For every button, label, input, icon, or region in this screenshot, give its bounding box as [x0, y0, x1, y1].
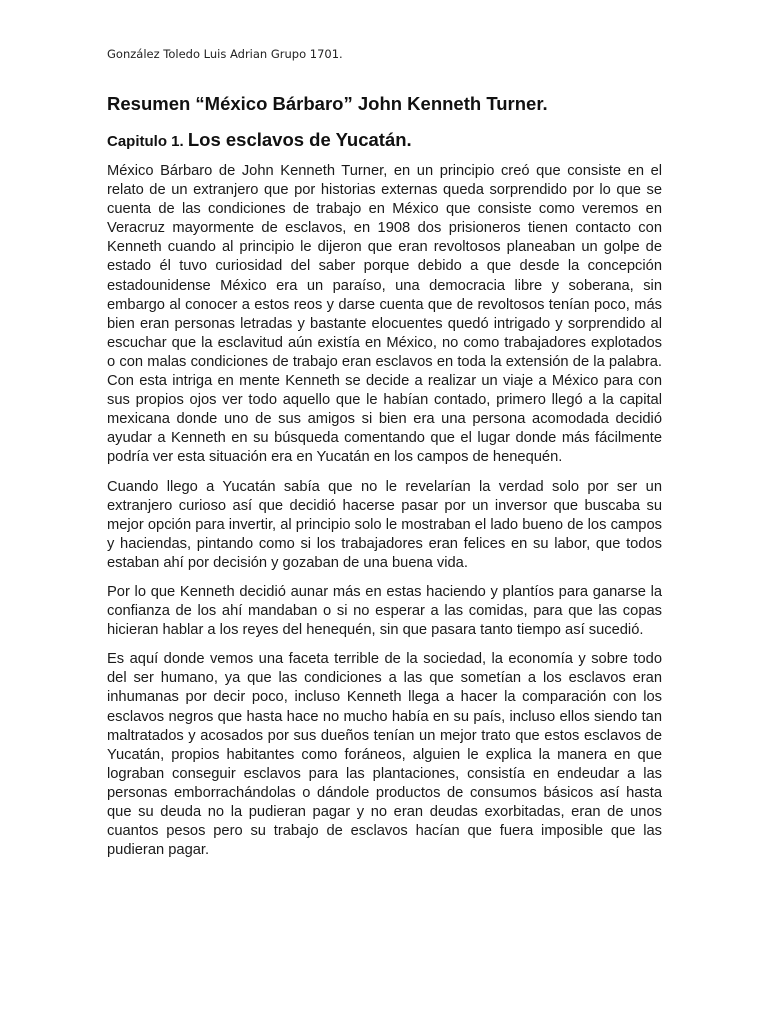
body-paragraph-2: Cuando llego a Yucatán sabía que no le revelarían la verdad solo por ser un extranjero curioso así que decidió hacerse pasar por un inversor que buscaba su mejor opción para invertir, al principio solo le mostraban el lado bueno de los campos y haciendas, pintando como si los trabajadores eran felices en su labor, que todos estaban ahí por decisión y gozaban de una buena vida. [107, 478, 662, 571]
chapter-title: Los esclavos de Yucatán. [187, 129, 412, 150]
chapter-heading [107, 127, 662, 155]
chapter-number: Capitulo 1. [107, 133, 188, 150]
document-title: Resumen “México Bárbaro” John Kenneth Turner. [107, 93, 548, 114]
author-header: González Toledo Luis Adrian Grupo 1701. [107, 47, 343, 61]
body-paragraph-3: Por lo que Kenneth decidió aunar más en estas haciendo y plantíos para ganarse la confianza de los ahí mandaban o si no esperar a las comidas, para que las copas hicieran hablar a los reyes del henequén, sin que pasara tanto tiempo así sucedió. [107, 583, 662, 639]
body-paragraph-1: México Bárbaro de John Kenneth Turner, en un principio creó que consiste en el relato de un extranjero que por historias externas queda sorprendido por lo que se cuenta de las condiciones de trabajo en México que consiste como veremos en Veracruz mayormente de esclavos, en 1908 dos prisioneros tienen contacto con Kenneth cuando al principio le dijeron que eran revoltosos planeaban un golpe de estado él tuvo curiosidad del saber porque debido a que desde la concepción estadounidense México era un paraíso, una democracia libre y soberana, sin embargo al conocer a estos reos y darse cuenta que de revoltosos tenían poco, más bien eran personas letradas y bastante elocuentes quedó intrigado y sorprendido al escuchar que la esclavitud aún existía en México, no como trabajadores explotados o con malas condiciones de trabajo eran esclavos en toda la extensión de la palabra. Con esta intriga en mente Kenneth se decide a realizar un viaje a México para con sus propios ojos ver todo aquello que le habían contado, primero llegó a la capital mexicana donde uno de sus amigos si bien era una persona acomodada decidió ayudar a Kenneth en su búsqueda comentando que el lugar donde más fácilmente podría ver esta situación era en Yucatán en los campos de henequén. [107, 163, 662, 466]
body-paragraph-4: Es aquí donde vemos una faceta terrible de la sociedad, la economía y sobre todo del ser humano, ya que las condiciones a las que sometían a los esclavos eran inhumanas por decir poco, incluso Kenneth llega a hacer la comparación con los esclavos negros que hasta hace no mucho había en su país, incluso ellos siendo tan maltratados y acosados por sus dueños tenían un mejor trato que estos esclavos de Yucatán, propios habitantes como foráneos, alguien le explica la manera en que lograban conseguir esclavos para las plantaciones, consistía en endeudar a las personas emborrachándolas o dándole productos de consumos básicos así hasta que su deuda no la pudieran pagar y no eran deudas exorbitadas, eran de unos cuantos pesos pero su trabajo de esclavos hacían que fuera imposible que las pudieran pagar. [107, 651, 662, 859]
